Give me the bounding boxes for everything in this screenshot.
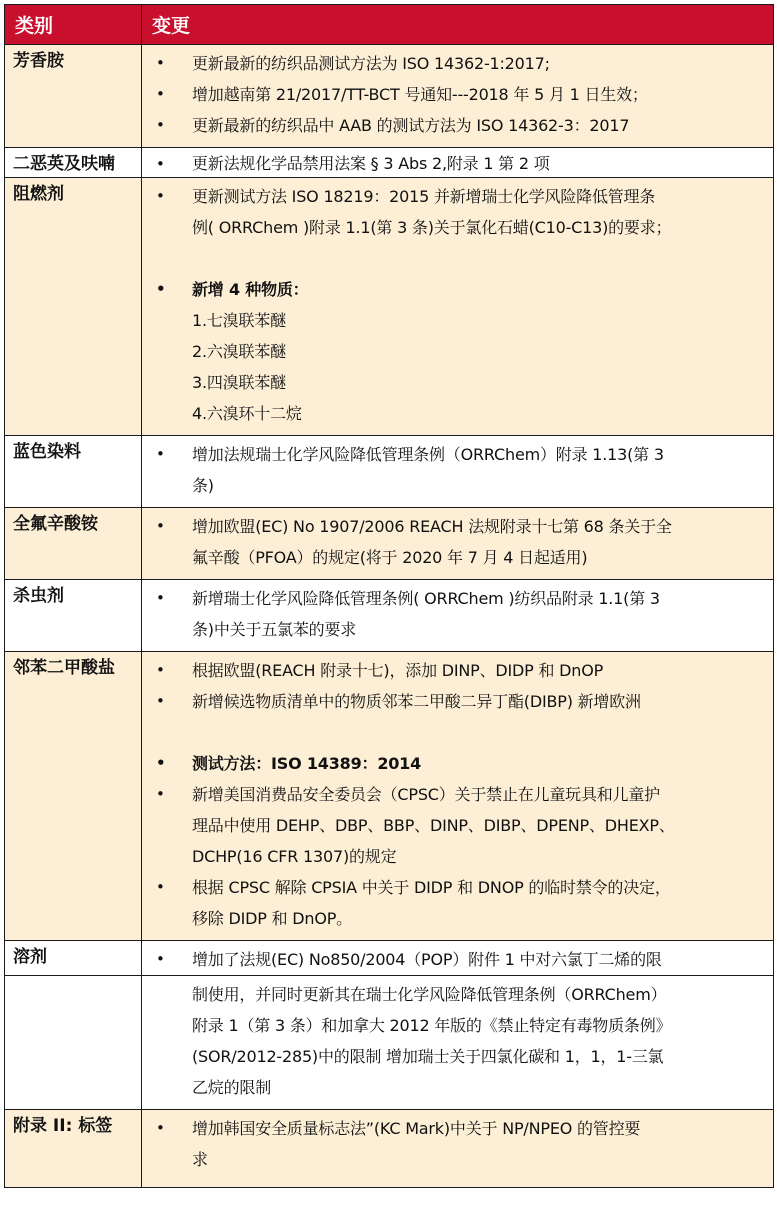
- change-cell: [142, 652, 774, 941]
- change-cell: [142, 148, 774, 178]
- change-item-continuation: 理品中使用 DEHP、DBP、BBP、DINP、DIBP、DPENP、DHEXP、: [192, 816, 675, 835]
- table-row-dioxins-furans: [5, 148, 774, 178]
- category-column-header: 类别: [5, 5, 142, 45]
- category-cell: 溶剂: [5, 941, 142, 976]
- change-item: • 根据 CPSC 解除 CPSIA 中关于 DIDP 和 DNOP 的临时禁令的决定，: [150, 872, 765, 903]
- header-row: [5, 5, 774, 45]
- table-row-solvents-continued: [5, 976, 774, 1110]
- change-item: • 新增美国消费品安全委员会（CPSC）关于禁止在儿童玩具和儿童护: [150, 779, 765, 810]
- change-column-header: 变更: [142, 5, 774, 45]
- changes-table: [4, 4, 774, 1188]
- spacer: [150, 243, 765, 274]
- change-cell: [142, 580, 774, 652]
- change-item-heading: • 新增 4 种物质：: [150, 274, 765, 305]
- table-row-blue-dyes: [5, 436, 774, 508]
- category-cell: 二恶英及呋喃: [5, 148, 142, 178]
- substance-item: 2.六溴联苯醚: [192, 342, 286, 361]
- category-cell: 阻燃剂: [5, 178, 142, 436]
- change-cell: [142, 436, 774, 508]
- table-row-apfo: [5, 508, 774, 580]
- change-item-continuation: 氟辛酸（PFOA）的规定(将于 2020 年 7 月 4 日起适用): [192, 548, 588, 567]
- table-row-aromatic-amines: [5, 45, 774, 148]
- table-row-phthalates: [5, 652, 774, 941]
- change-item-continuation: 移除 DIDP 和 DnOP。: [192, 909, 352, 928]
- change-item-continuation: 条): [192, 476, 214, 495]
- substance-item: 3.四溴联苯醚: [192, 373, 286, 392]
- table-row-flame-retardants: [5, 178, 774, 436]
- change-item-continuation: 乙烷的限制: [192, 1078, 272, 1097]
- category-cell: 蓝色染料: [5, 436, 142, 508]
- change-cell: [142, 976, 774, 1110]
- change-item: • 增加韩国安全质量标志法”(KC Mark)中关于 NP/NPEO 的管控要: [150, 1113, 765, 1144]
- change-cell: [142, 508, 774, 580]
- change-item-continuation: 求: [192, 1150, 208, 1169]
- change-item-continuation: 例( ORRChem )附录 1.1(第 3 条)关于氯化石蜡(C10-C13)的要求；: [192, 218, 672, 237]
- change-item: • 根据欧盟(REACH 附录十七)，添加 DINP、DIDP 和 DnOP: [150, 655, 765, 686]
- table-row-solvents: [5, 941, 774, 976]
- table-row-appendix-labels: [5, 1110, 774, 1188]
- change-item: • 更新法规化学品禁用法案 § 3 Abs 2,附录 1 第 2 项: [150, 151, 765, 177]
- category-cell: 芳香胺: [5, 45, 142, 148]
- category-cell: 附录 II: 标签: [5, 1110, 142, 1188]
- change-item: • 增加法规瑞士化学风险降低管理条例（ORRChem）附录 1.13(第 3: [150, 439, 765, 470]
- spacer: [150, 717, 765, 748]
- table-row-pesticides: [5, 580, 774, 652]
- change-item-continuation: DCHP(16 CFR 1307)的规定: [192, 847, 397, 866]
- change-item: • 更新最新的纺织品测试方法为 ISO 14362-1:2017;: [150, 48, 765, 79]
- change-item-continuation: (SOR/2012-285)中的限制 增加瑞士关于四氯化碳和 1，1，1-三氯: [192, 1047, 664, 1066]
- category-cell: 全氟辛酸铵: [5, 508, 142, 580]
- substance-item: 4.六溴环十二烷: [192, 404, 302, 423]
- substance-item: 1.七溴联苯醚: [192, 311, 286, 330]
- change-item: • 新增候选物质清单中的物质邻苯二甲酸二异丁酯(DIBP) 新增欧洲: [150, 686, 765, 717]
- change-item: • 更新测试方法 ISO 18219：2015 并新增瑞士化学风险降低管理条: [150, 181, 765, 212]
- category-cell: 杀虫剂: [5, 580, 142, 652]
- change-cell: [142, 1110, 774, 1188]
- change-item: • 更新最新的纺织品中 AAB 的测试方法为 ISO 14362-3：2017: [150, 110, 765, 141]
- change-item: • 新增瑞士化学风险降低管理条例( ORRChem )纺织品附录 1.1(第 3: [150, 583, 765, 614]
- change-item-continuation: 制使用，并同时更新其在瑞士化学风险降低管理条例（ORRChem）: [192, 985, 667, 1004]
- change-item-continuation: 条)中关于五氯苯的要求: [192, 620, 357, 639]
- change-item: • 增加欧盟(EC) No 1907/2006 REACH 法规附录十七第 68 条关于全: [150, 511, 765, 542]
- change-cell: [142, 45, 774, 148]
- change-item: • 增加了法规(EC) No850/2004（POP）附件 1 中对六氯丁二烯的限: [150, 944, 765, 975]
- category-cell: 邻苯二甲酸盐: [5, 652, 142, 941]
- change-cell: [142, 941, 774, 976]
- change-item: • 增加越南第 21/2017/TT-BCT 号通知---2018 年 5 月 1 日生效；: [150, 79, 765, 110]
- change-cell: [142, 178, 774, 436]
- change-item-continuation: 附录 1（第 3 条）和加拿大 2012 年版的《禁止特定有毒物质条例》: [192, 1016, 672, 1035]
- category-cell: [5, 976, 142, 1110]
- change-item-heading: • 测试方法：ISO 14389：2014: [150, 748, 765, 779]
